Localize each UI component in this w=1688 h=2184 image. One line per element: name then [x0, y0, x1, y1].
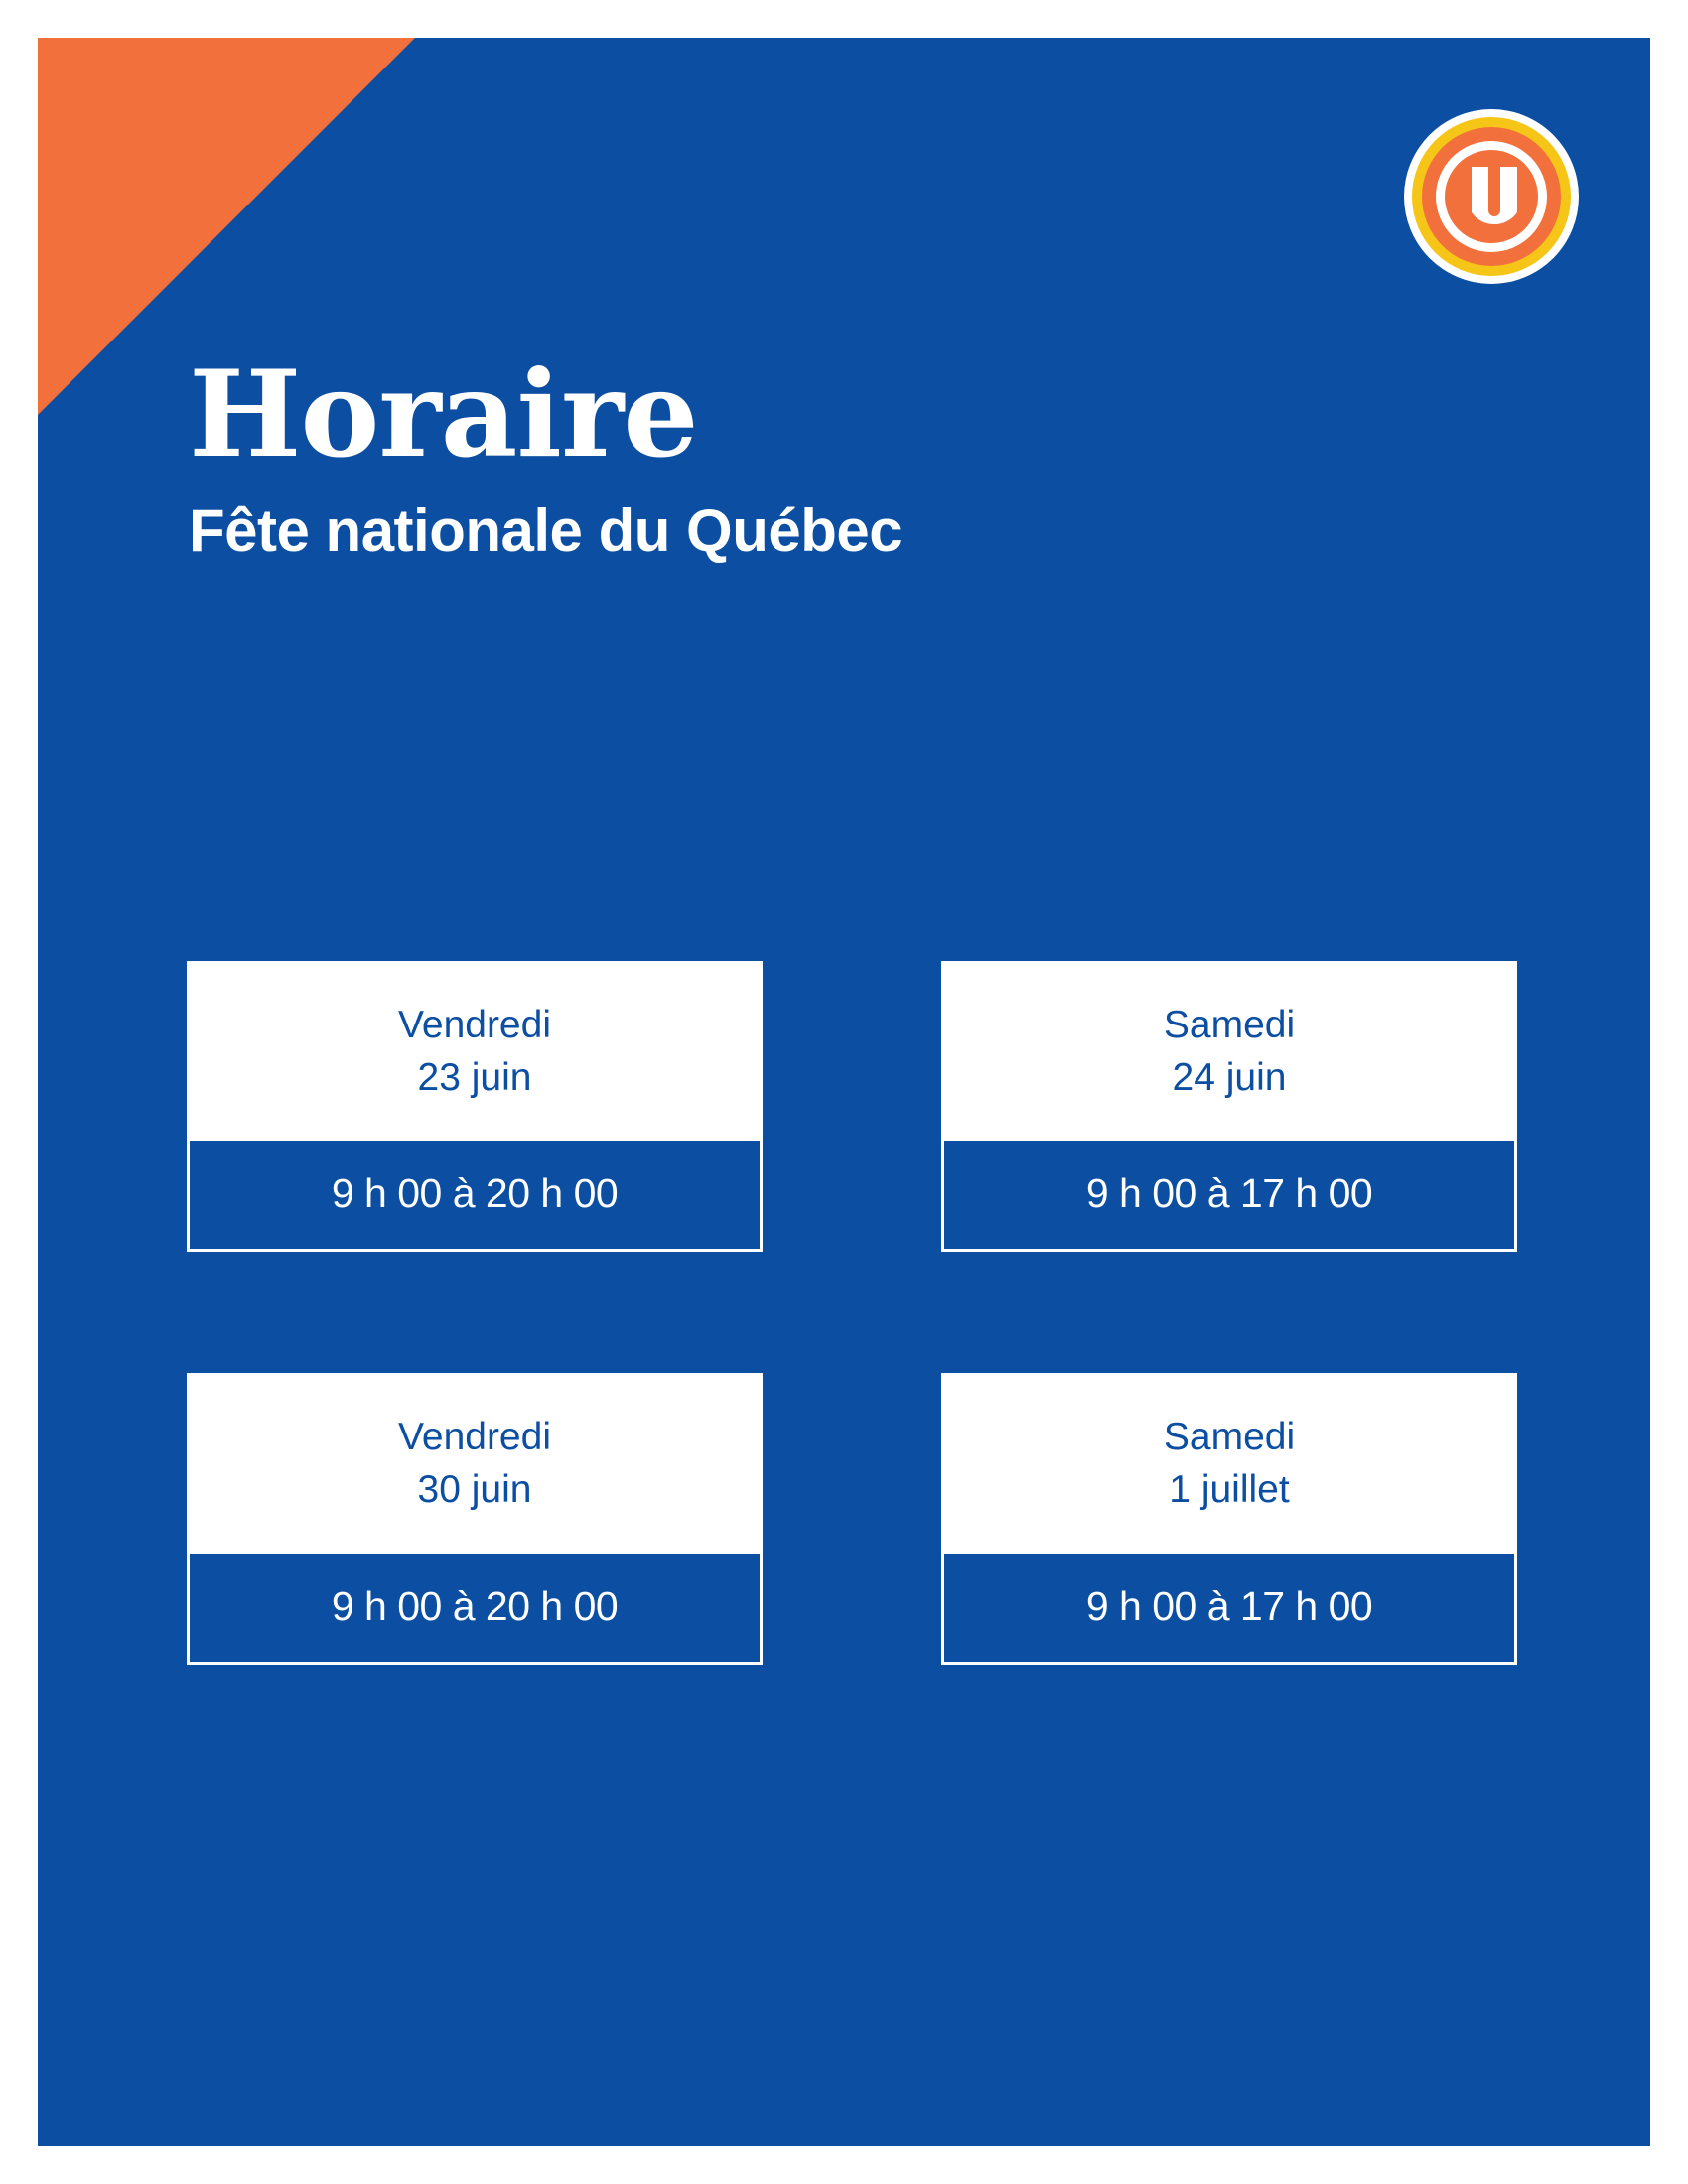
schedule-card-day — [944, 1376, 1514, 1550]
schedule-card — [941, 1373, 1517, 1664]
schedule-card-hours: 9 h 00 à 20 h 00 — [190, 1138, 760, 1249]
schedule-day-date: 23 juin — [417, 1055, 532, 1099]
schedule-card-hours: 9 h 00 à 17 h 00 — [944, 1138, 1514, 1249]
schedule-grid — [187, 961, 1517, 1665]
schedule-day-date: 1 juillet — [1169, 1467, 1290, 1511]
schedule-day-date: 24 juin — [1172, 1055, 1287, 1099]
page-title: Horaire — [189, 344, 698, 484]
brand-logo — [1402, 107, 1581, 286]
schedule-card-day — [190, 964, 760, 1138]
schedule-day-name: Samedi — [1163, 1416, 1296, 1459]
schedule-day-name: Vendredi — [398, 1004, 551, 1046]
schedule-day-date: 30 juin — [417, 1467, 532, 1511]
schedule-card — [187, 1373, 763, 1664]
schedule-card-day — [190, 1376, 760, 1550]
schedule-card — [941, 961, 1517, 1252]
schedule-card — [187, 961, 763, 1252]
page-subtitle: Fête nationale du Québec — [189, 497, 903, 564]
schedule-day-name: Samedi — [1163, 1004, 1296, 1046]
title-block — [189, 344, 1380, 565]
schedule-card-hours: 9 h 00 à 20 h 00 — [190, 1551, 760, 1662]
poster-canvas — [38, 38, 1650, 2146]
schedule-day-name: Vendredi — [398, 1416, 551, 1459]
schedule-card-day — [944, 964, 1514, 1138]
schedule-card-hours: 9 h 00 à 17 h 00 — [944, 1551, 1514, 1662]
